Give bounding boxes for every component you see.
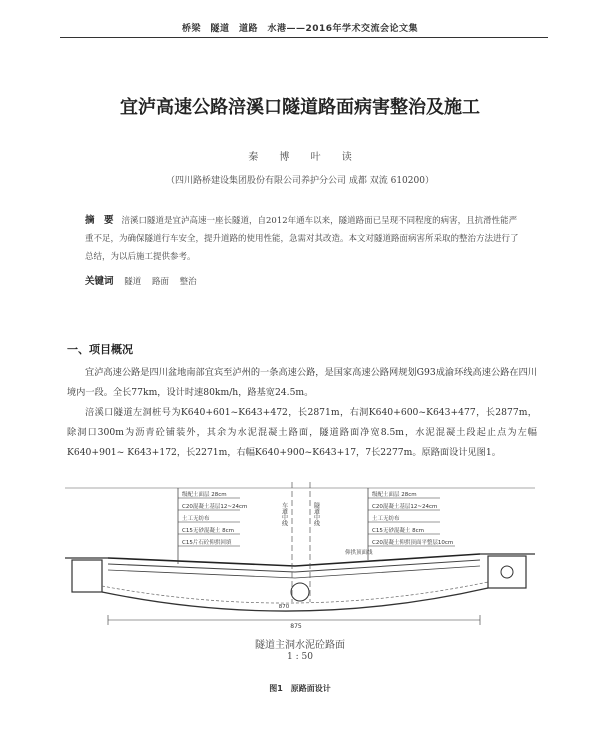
layer-label: 级配土面层 28cm — [372, 492, 417, 498]
layer-label: C15无砂混凝土 8cm — [182, 528, 234, 534]
center-label-right: 隧道中线 — [312, 502, 320, 526]
figure-number: 图1 — [269, 684, 283, 693]
layer-label: C15片石砼仰拱回填 — [182, 540, 232, 546]
authors — [0, 148, 600, 163]
figure-scale: 1 : 50 — [287, 652, 313, 662]
abstract-label: 摘 要 — [85, 215, 114, 226]
layer-label: 土工无纺布 — [372, 516, 400, 522]
keyword: 隧道 — [124, 277, 142, 287]
small-dimension-label: 870 — [278, 604, 290, 610]
abstract — [85, 212, 520, 266]
keyword: 路面 — [151, 277, 169, 287]
layer-label: C15无砂混凝土 8cm — [372, 528, 424, 534]
keywords-label: 关键词 — [85, 276, 114, 287]
dimension-label: 875 — [290, 623, 302, 630]
layer-label: C20混凝土基层12~24cm — [182, 504, 248, 510]
right-layer-labels — [368, 490, 455, 546]
affiliation: （四川路桥建设集团股份有限公司养护分公司 成都 双流 610200） — [166, 176, 434, 186]
figure-caption-text: 原路面设计 — [290, 684, 331, 693]
center-drain — [291, 583, 309, 601]
left-drainage-ditch — [72, 560, 102, 592]
author-1: 秦 博 — [248, 152, 290, 163]
center-label-left: 车道中线 — [280, 502, 288, 526]
section-heading: 一、项目概况 — [67, 343, 133, 356]
pavement-surface — [108, 554, 480, 566]
layer-label: 级配土面层 28cm — [182, 492, 227, 498]
right-note: 仰拱顶面线 — [345, 550, 373, 556]
abstract-text: 涪溪口隧道是宜泸高速一座长隧道，自2012年通车以来，隧道路面已呈现不同程度的病害，且抗滑性能严重不足，为确保隧道行车安全，提升道路的使用性能，急需对其改造。本文对隧道路面病害所采取的整治方法进行了总结，为以后施工提供参考。 — [85, 216, 519, 262]
paragraph-1: 宜泸高速公路是四川盆地南部宜宾至泸州的一条高速公路，是国家高速公路网规划G93成渝环线高速公路在四川境内一段。全长77km，设计时速80km/h，路基宽24.5m。 — [67, 367, 537, 398]
right-drain-pipe — [501, 566, 513, 578]
figure-subtitle: 隧道主洞水泥砼路面 — [255, 640, 345, 651]
road-section-drawing — [60, 482, 540, 630]
left-layer-labels — [178, 490, 247, 546]
layer-label: C20混凝土仰拱顶面平整层10cm — [372, 540, 454, 546]
header-rule — [60, 37, 548, 38]
article-title: 宜泸高速公路涪溪口隧道路面病害整治及施工 — [120, 97, 480, 118]
running-head: 桥梁 隧道 道路 水港——2016年学术交流会论文集 — [181, 24, 419, 34]
paragraph-2: 涪溪口隧道左洞桩号为K640+601~K643+472，长2871m，右洞K640+600~K643+477，长2877m，除洞口300m为沥青砼铺装外，其余为水泥混凝土路面，隧道路面净宽8.5m，水泥混凝土段起止点为左幅K640+901~ K643+172，长2271m，右幅K640+900~K643+17，7长2277m。原路面设计见图1。 — [67, 407, 537, 458]
keyword: 整治 — [179, 277, 197, 287]
keywords — [85, 273, 520, 287]
layer-label: 土工无纺布 — [182, 516, 210, 522]
figure-caption — [0, 683, 600, 694]
author-2: 叶 读 — [310, 152, 352, 163]
layer-label: C20混凝土基层12~24cm — [372, 504, 438, 510]
right-drainage-ditch — [488, 556, 526, 588]
